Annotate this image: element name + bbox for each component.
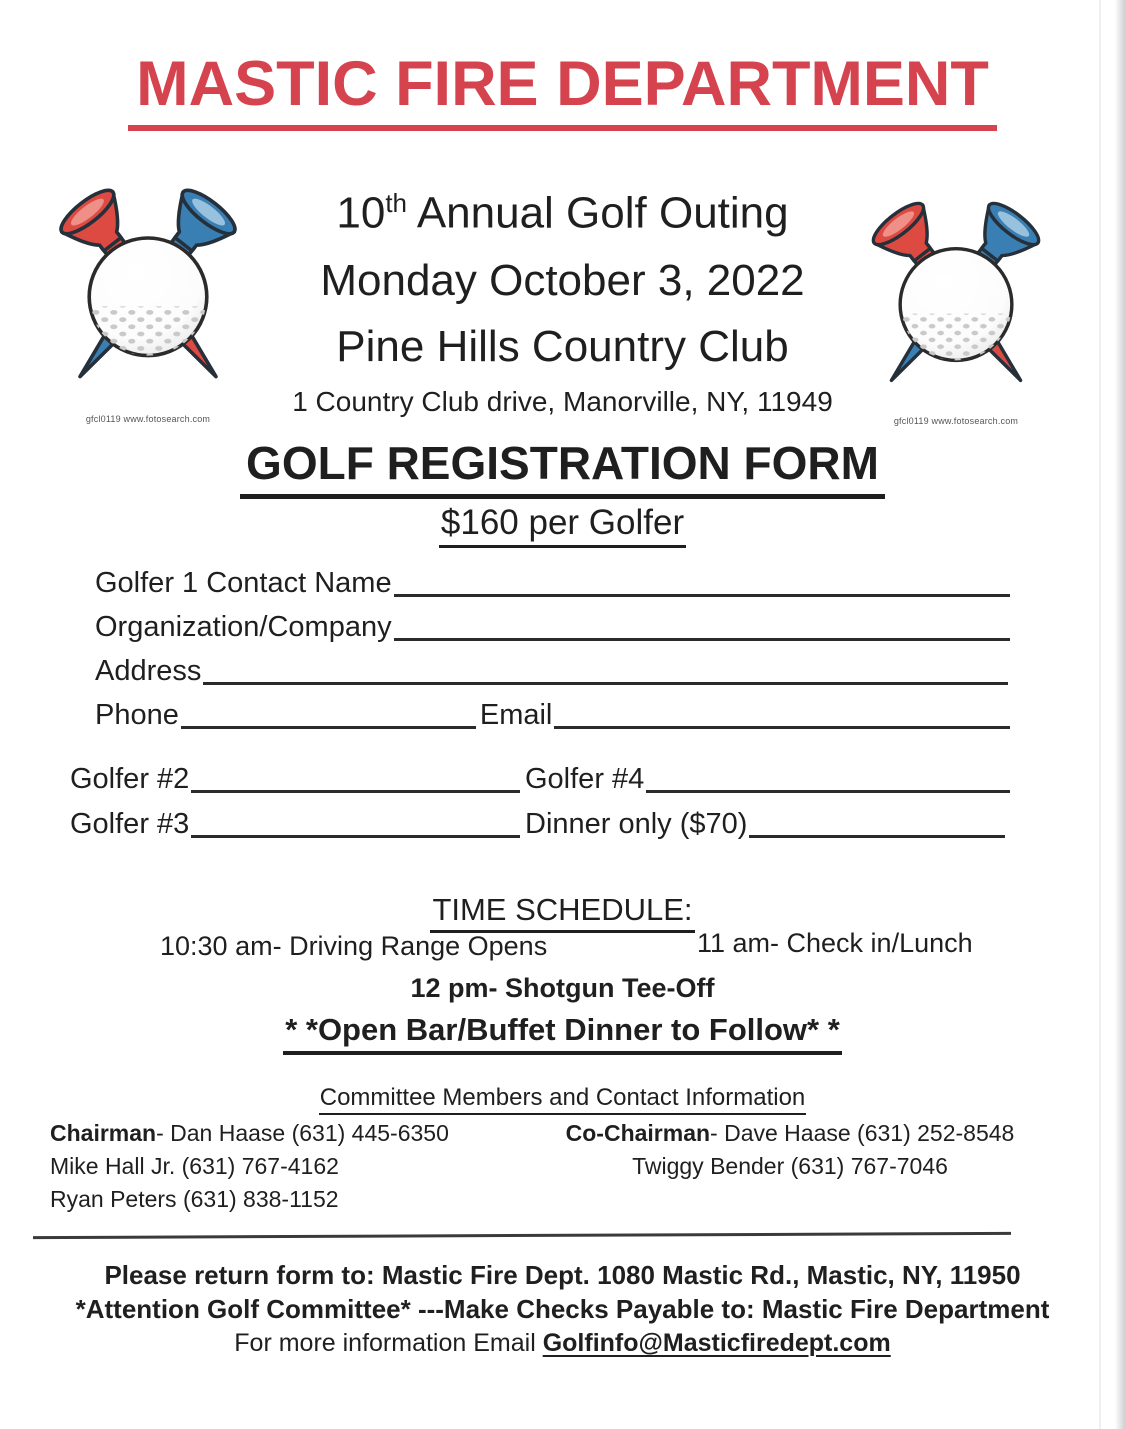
dinner-only-line [749,835,1005,838]
golfer4-label: Golfer #4 [525,763,645,796]
schedule-item-checkin: 11 am- Check in/Lunch [697,928,973,958]
dinner-only-label: Dinner only ($70) [525,808,748,841]
golfer2-line [191,790,520,793]
contact-email: Golfinfo@Masticfiredept.com [542,1329,891,1357]
golfer1-contact-row [95,564,1010,600]
schedule-item-shotgun: 12 pm- Shotgun Tee-Off [410,973,715,1003]
committee-left-column [50,1117,449,1216]
schedule-item-driving-range: 10:30 am- Driving Range Opens [160,931,548,961]
organization-row [95,608,1010,644]
scan-page-edge [1115,0,1125,1429]
clipart-caption: gfcl0119 www.fotosearch.com [85,414,211,424]
phone-email-row [95,696,1010,732]
address-line [203,682,1008,685]
event-title: 10th Annual Golf Outing [336,188,789,238]
golfer4-row [525,760,1010,796]
address-row [95,652,1008,688]
price-line: $160 per Golfer [0,503,1125,548]
committee-member: Mike Hall Jr. (631) 767-4162 [50,1153,339,1179]
time-schedule-heading: TIME SCHEDULE: [0,892,1125,933]
checks-payable-instructions: *Attention Golf Committee* ---Make Checks Payable to: Mastic Fire Department [75,1294,1050,1324]
page-title: MASTIC FIRE DEPARTMENT [0,48,1125,131]
organization-label: Organization/Company [95,611,392,644]
chairman-line: Chairman- Dan Haase (631) 445-6350 [50,1120,449,1146]
event-venue: Pine Hills Country Club [336,322,789,371]
cochairman-line: Co-Chairman- Dave Haase (631) 252-8548 [565,1120,1015,1146]
dinner-only-row [525,805,1005,841]
committee-member: Ryan Peters (631) 838-1152 [50,1186,339,1212]
event-date: Monday October 3, 2022 [320,256,805,305]
phone-label: Phone [95,699,179,732]
registration-heading: GOLF REGISTRATION FORM [0,436,1125,499]
event-address: 1 Country Club drive, Manorville, NY, 11949 [292,386,833,417]
address-label: Address [95,655,202,688]
return-instructions: Please return form to: Mastic Fire Dept. 1080 Mastic Rd., Mastic, NY, 11950 [104,1260,1021,1290]
golfer3-row [70,805,520,841]
divider-rule [33,1232,1011,1239]
email-label: Email [479,699,553,732]
email-line [554,726,1010,729]
committee-member: Twiggy Bender (631) 767-7046 [632,1153,948,1179]
golfer3-label: Golfer #3 [70,808,190,841]
golfer4-line [646,790,1010,793]
golfer2-label: Golfer #2 [70,763,190,796]
committee-heading: Committee Members and Contact Information [0,1084,1125,1115]
scan-artifact-line [1099,0,1101,1429]
golfer3-line [191,835,520,838]
open-bar-banner: * *Open Bar/Buffet Dinner to Follow* * [0,1012,1125,1055]
golfer1-contact-line [394,594,1010,597]
organization-line [394,638,1010,641]
phone-line [181,726,476,729]
clipart-caption: gfcl0119 www.fotosearch.com [893,416,1019,426]
golfer2-row [70,760,520,796]
golfer1-contact-label: Golfer 1 Contact Name [95,567,392,600]
committee-right-column [560,1117,1020,1183]
more-info-line: For more information Email Golfinfo@Masticfiredept.com [234,1329,891,1357]
